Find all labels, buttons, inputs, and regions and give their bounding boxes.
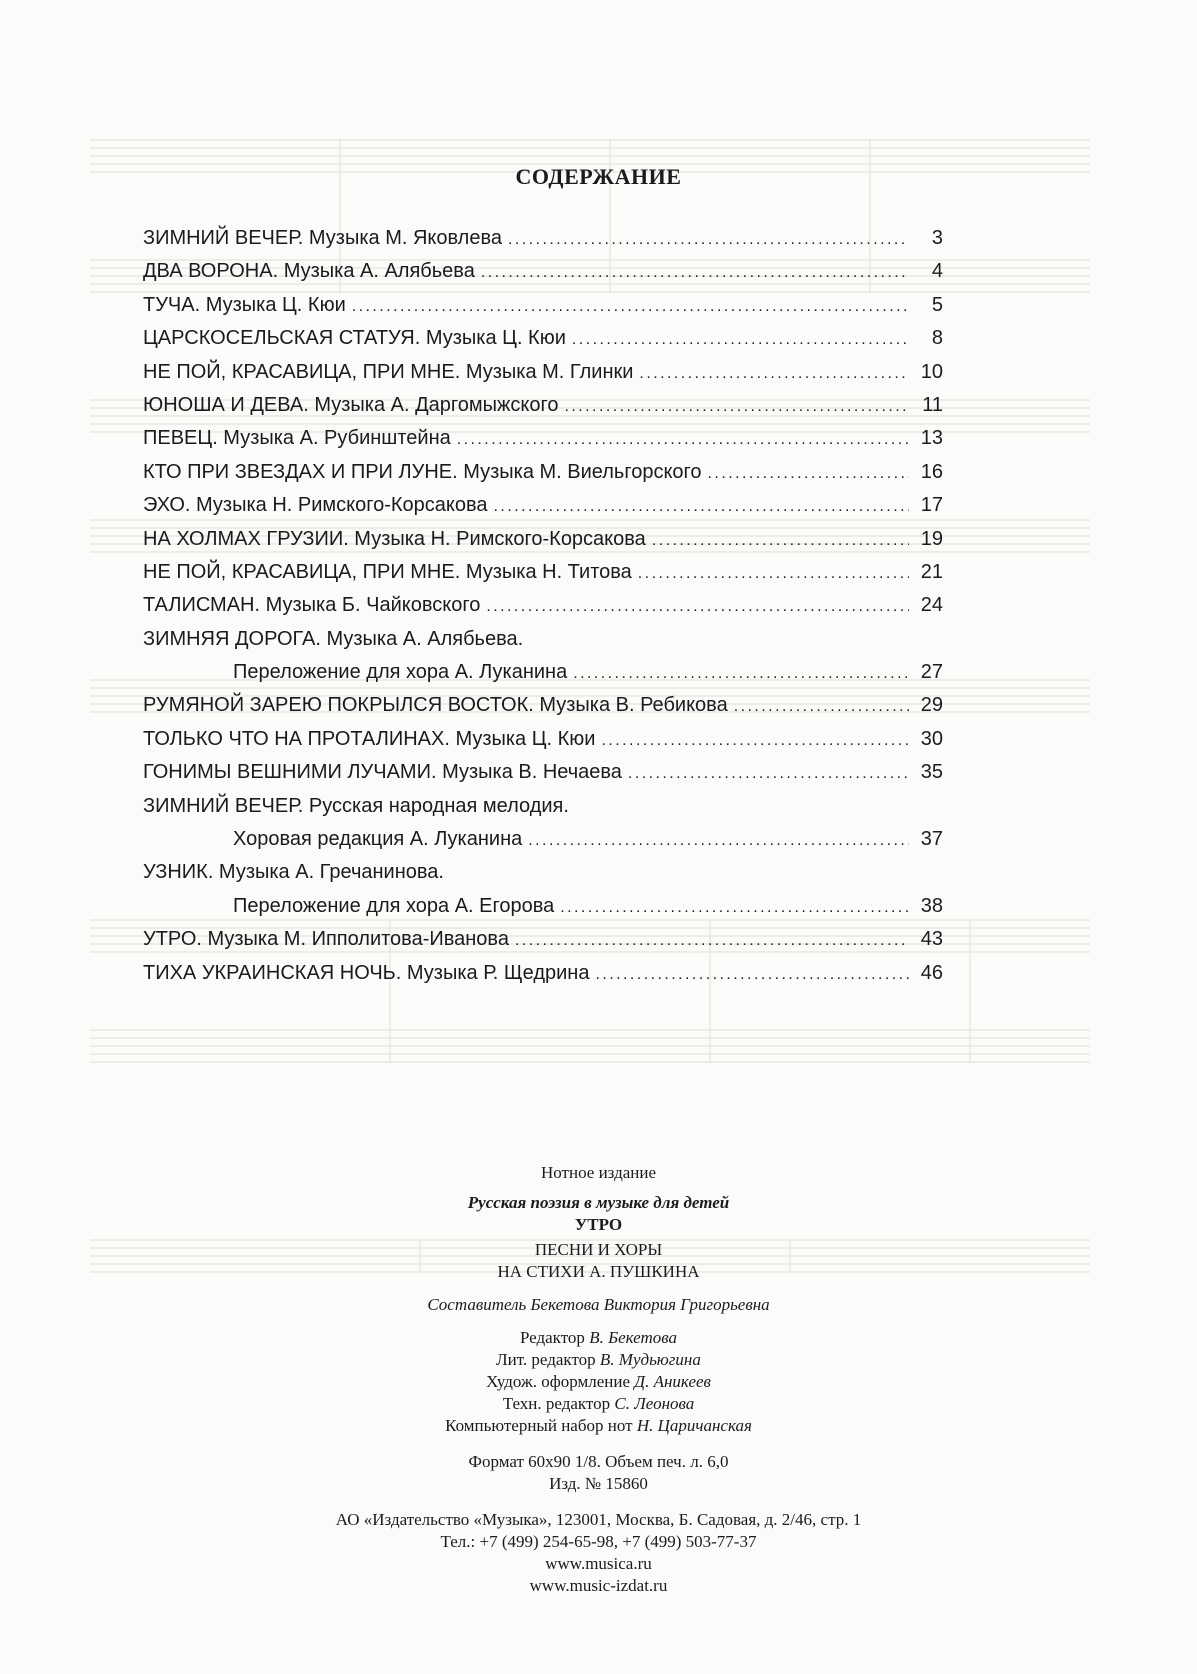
toc-entry[interactable]	[143, 422, 943, 455]
toc-entry-title: НЕ ПОЙ, КРАСАВИЦА, ПРИ МНЕ. Музыка М. Глинки	[143, 360, 634, 383]
toc-leader-dots	[573, 657, 909, 690]
toc-leader-dots	[352, 290, 909, 323]
toc-entry-title: ГОНИМЫ ВЕШНИМИ ЛУЧАМИ. Музыка В. Нечаева	[143, 761, 622, 784]
toc-leader-dots	[494, 490, 909, 523]
toc-entry-page: 3	[931, 227, 943, 249]
toc-entry-title: НЕ ПОЙ, КРАСАВИЦА, ПРИ МНЕ. Музыка Н. Титова	[143, 560, 632, 583]
toc-entry[interactable]	[143, 356, 943, 389]
toc-entry-page: 8	[931, 327, 943, 350]
book-subtitle-2: НА СТИХИ А. ПУШКИНА	[497, 1262, 700, 1281]
toc-leader-dots	[601, 724, 909, 757]
toc-entry-title: ЮНОША И ДЕВА. Музыка А. Даргомыжского	[143, 393, 559, 416]
toc-entry[interactable]	[143, 689, 943, 722]
toc-entry-page: 19	[920, 527, 943, 550]
toc-entry[interactable]	[143, 222, 943, 255]
toc-entry-page: 46	[920, 961, 943, 984]
series-title	[0, 1192, 1197, 1214]
toc-entry-title: КТО ПРИ ЗВЕЗДАХ И ПРИ ЛУНЕ. Музыка М. Виельгорского	[143, 460, 702, 483]
toc-leader-dots	[639, 357, 909, 390]
compiler: Составитель Бекетова Виктория Григорьевна	[427, 1295, 770, 1314]
website-link-1[interactable]: www.musica.ru	[545, 1554, 652, 1573]
toc-leader-dots	[572, 323, 909, 356]
toc-leader-dots	[564, 390, 909, 423]
toc-entry[interactable]	[143, 456, 943, 489]
toc-entry-page: 37	[920, 828, 943, 851]
toc-entry[interactable]	[143, 957, 943, 990]
toc-leader-dots	[734, 690, 909, 723]
toc-entry-page: 35	[920, 761, 943, 784]
toc-entry[interactable]	[143, 289, 943, 322]
toc-entry-page: 4	[931, 260, 943, 283]
toc-entry[interactable]	[143, 389, 943, 422]
toc-leader-dots	[515, 924, 909, 957]
credit-role: Техн. редактор	[502, 1394, 611, 1413]
toc-leader-dots	[528, 824, 909, 857]
toc-entry-page: 21	[920, 560, 943, 583]
book-subtitle-1: ПЕСНИ И ХОРЫ	[534, 1240, 663, 1259]
toc-entry[interactable]	[143, 255, 943, 288]
toc-entry-page: 10	[920, 360, 943, 383]
toc-entry-page: 38	[920, 894, 943, 917]
toc-entry-page: 5	[931, 293, 943, 316]
toc-entry-title: ДВА ВОРОНА. Музыка А. Алябьева	[143, 260, 475, 283]
toc-entry[interactable]	[143, 489, 943, 522]
website-link-2[interactable]: www.music-izdat.ru	[529, 1576, 668, 1595]
toc-entry-page: 30	[920, 727, 943, 750]
credit-line	[0, 1371, 1197, 1393]
credit-line	[0, 1415, 1197, 1437]
edition-type: Нотное издание	[540, 1163, 657, 1182]
toc-entry-page: 16	[920, 460, 943, 483]
toc-leader-dots	[628, 757, 909, 790]
imprint-block	[0, 1162, 1197, 1597]
toc-entry-page: 29	[920, 694, 943, 717]
toc-entry-continuation[interactable]	[143, 823, 943, 856]
publisher-address: АО «Издательство «Музыка», 123001, Москва, Б. Садовая, д. 2/46, стр. 1	[335, 1510, 862, 1529]
toc-leader-dots	[708, 457, 909, 490]
credit-line	[0, 1349, 1197, 1371]
toc-leader-dots	[652, 524, 909, 557]
toc-entry-title: ПЕВЕЦ. Музыка А. Рубинштейна	[143, 427, 451, 450]
credit-role: Худож. оформление	[486, 1372, 631, 1391]
toc-entry-title: ТАЛИСМАН. Музыка Б. Чайковского	[143, 594, 481, 617]
credit-name: Д. Аникеев	[634, 1372, 711, 1391]
credit-role: Компьютерный набор нот	[445, 1416, 633, 1435]
credit-name: В. Бекетова	[589, 1328, 678, 1347]
toc-entry[interactable]	[143, 790, 943, 823]
toc-entry[interactable]	[143, 523, 943, 556]
toc-entry-page: 11	[922, 393, 943, 416]
credit-name: С. Леонова	[614, 1394, 695, 1413]
toc-entry[interactable]	[143, 856, 943, 889]
toc-entry-continuation[interactable]	[143, 890, 943, 923]
toc-leader-dots	[457, 423, 909, 456]
toc-entry-subtitle: Переложение для хора А. Егорова	[233, 894, 555, 917]
toc-entry-page: 17	[920, 494, 943, 517]
toc-entry-title: ЗИМНИЙ ВЕЧЕР. Музыка М. Яковлева	[143, 227, 502, 249]
toc-entry-continuation[interactable]	[143, 656, 943, 689]
toc-entry[interactable]	[143, 589, 943, 622]
series-title-text: Русская поэзия в музыке для детей	[467, 1193, 730, 1212]
credit-name: В. Мудьюгина	[599, 1350, 701, 1369]
toc-entry[interactable]	[143, 923, 943, 956]
toc-leader-dots	[486, 590, 909, 623]
toc-leader-dots	[508, 223, 909, 256]
toc-entry-title: РУМЯНОЙ ЗАРЕЮ ПОКРЫЛСЯ ВОСТОК. Музыка В. Ребикова	[143, 694, 728, 717]
toc-entry[interactable]	[143, 556, 943, 589]
toc-heading: СОДЕРЖАНИЕ	[515, 164, 682, 189]
toc-entry-subtitle: Переложение для хора А. Луканина	[233, 661, 568, 684]
toc-entry-title: ТОЛЬКО ЧТО НА ПРОТАЛИНАХ. Музыка Ц. Кюи	[143, 727, 596, 750]
toc-entry-title: ЦАРСКОСЕЛЬСКАЯ СТАТУЯ. Музыка Ц. Кюи	[143, 327, 566, 350]
credit-line	[0, 1327, 1197, 1349]
toc-entry-title: ЭХО. Музыка Н. Римского-Корсакова	[143, 494, 488, 517]
edition-number: Изд. № 15860	[549, 1474, 648, 1493]
toc-entry[interactable]	[143, 723, 943, 756]
toc-entry-title: НА ХОЛМАХ ГРУЗИИ. Музыка Н. Римского-Корсакова	[143, 527, 646, 550]
credits-list	[0, 1327, 1197, 1437]
credit-role: Лит. редактор	[496, 1350, 596, 1369]
toc-entry-title: УЗНИК. Музыка А. Гречанинова.	[143, 861, 444, 884]
toc-entry-page: 27	[920, 661, 943, 684]
toc-entry[interactable]	[143, 322, 943, 355]
toc-entry-title: ТИХА УКРАИНСКАЯ НОЧЬ. Музыка Р. Щедрина	[143, 961, 590, 984]
credit-role: Редактор	[519, 1328, 585, 1347]
toc-entry[interactable]	[143, 756, 943, 789]
toc-entry-page: 13	[920, 427, 943, 450]
credit-line	[0, 1393, 1197, 1415]
print-format: Формат 60х90 1/8. Объем печ. л. 6,0	[468, 1452, 729, 1471]
credit-name: Н. Царичанская	[636, 1416, 752, 1435]
toc-entry-title: ЗИМНИЙ ВЕЧЕР. Русская народная мелодия.	[143, 794, 569, 817]
table-of-contents	[143, 222, 943, 990]
toc-entry[interactable]	[143, 623, 943, 656]
book-title: УТРО	[574, 1215, 623, 1234]
publisher-phones: Тел.: +7 (499) 254-65-98, +7 (499) 503-77-37	[440, 1532, 757, 1551]
toc-entry-title: ЗИМНЯЯ ДОРОГА. Музыка А. Алябьева.	[143, 627, 524, 650]
toc-entry-page: 24	[920, 594, 943, 617]
toc-leader-dots	[595, 958, 909, 991]
toc-entry-subtitle: Хоровая редакция А. Луканина	[233, 828, 523, 851]
toc-leader-dots	[481, 256, 909, 289]
toc-entry-title: ТУЧА. Музыка Ц. Кюи	[143, 293, 346, 316]
toc-leader-dots	[560, 891, 909, 924]
toc-leader-dots	[638, 557, 909, 590]
toc-entry-page: 43	[920, 928, 943, 951]
toc-entry-title: УТРО. Музыка М. Ипполитова-Иванова	[143, 928, 509, 951]
